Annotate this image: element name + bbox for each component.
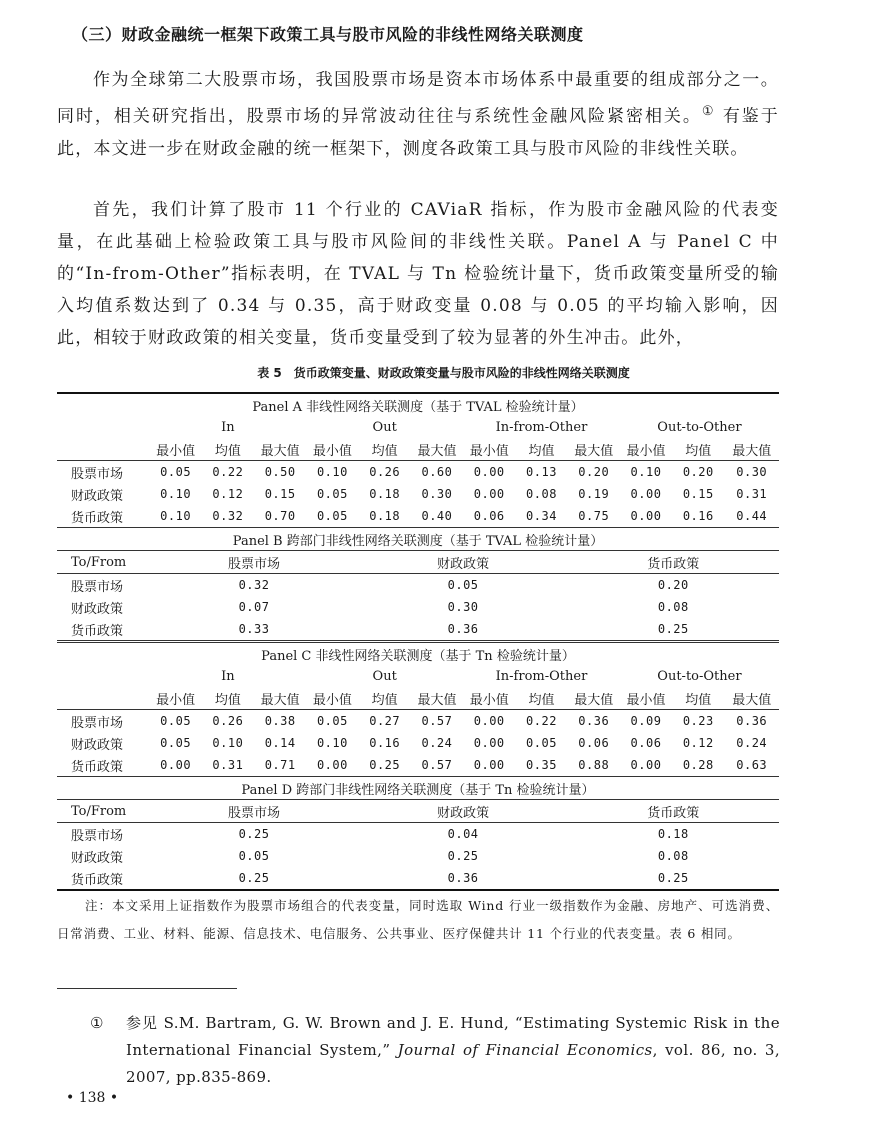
results-table (57, 392, 779, 891)
table-cell: 0.28 (682, 758, 714, 772)
table-cell: 0.22 (202, 461, 254, 484)
row-label: 股票市场 (57, 823, 149, 846)
group-header: Out-to-Other (657, 419, 742, 435)
row-label: 财政政策 (71, 488, 124, 504)
stat-header: 最大值 (732, 443, 772, 459)
table-title: 货币政策变量、财政政策变量与股市风险的非线性网络关联测度 (293, 366, 630, 380)
table-cell: 0.15 (264, 487, 296, 501)
table-cell: 0.27 (359, 710, 411, 733)
table-cell: 0.10 (620, 461, 672, 484)
table-row (57, 867, 779, 890)
table-cell: 0.60 (411, 461, 463, 484)
table-cell: 0.00 (463, 710, 515, 733)
table-cell: 0.34 (526, 509, 557, 523)
table-cell: 0.00 (630, 487, 662, 501)
table-cell: 0.71 (264, 758, 296, 772)
table-cell: 0.26 (202, 710, 254, 733)
table-cell: 0.63 (736, 758, 768, 772)
table-cell: 0.33 (238, 622, 270, 636)
header-blank (57, 416, 149, 438)
table-cell: 0.36 (724, 710, 779, 733)
table-cell: 0.00 (473, 487, 505, 501)
stat-header: 最小值 (156, 692, 196, 708)
table-cell: 0.57 (411, 710, 463, 733)
column-header: 财政政策 (359, 551, 568, 574)
footnote (90, 1010, 780, 1091)
row-label: 货币政策 (71, 510, 124, 526)
table-cell: 0.05 (316, 487, 348, 501)
stat-header: 最大值 (574, 692, 614, 708)
stat-header: 最小值 (626, 443, 666, 459)
table-cell: 0.15 (682, 487, 714, 501)
panel-a (57, 393, 779, 528)
group-header: Out (372, 668, 397, 684)
table-cell: 0.06 (473, 509, 505, 523)
table-cell: 0.16 (682, 509, 714, 523)
row-label: 财政政策 (71, 850, 124, 866)
table-cell: 0.25 (657, 622, 689, 636)
table-row (57, 505, 779, 528)
stat-header: 均值 (214, 443, 241, 459)
table-row (57, 823, 779, 846)
stat-header: 均值 (214, 692, 241, 708)
table-cell: 0.22 (515, 710, 567, 733)
table-row (57, 732, 779, 754)
table-cell: 0.18 (369, 487, 401, 501)
column-header: 财政政策 (359, 800, 568, 823)
row-label: 货币政策 (57, 867, 149, 890)
paragraph-1-tail: 有鉴于此，本文进一步在财政金融的统一框架下，测度各政策工具与股市风险的非线性关联。 (57, 106, 779, 159)
table-cell: 0.16 (369, 736, 401, 750)
footnote-reference[interactable]: ① (701, 104, 716, 119)
stat-header: 最大值 (417, 692, 457, 708)
table-cell: 0.25 (568, 867, 779, 890)
stat-header: 最大值 (260, 443, 300, 459)
table-cell: 0.40 (421, 509, 453, 523)
table-cell: 0.07 (238, 600, 270, 614)
footnote-text-before: 参见 S.M. Bartram, G. W. Brown and J. E. Hund, “Estimating Systemic Risk in the International Financial System,” (126, 1014, 780, 1059)
panel-b (57, 528, 779, 642)
panel-title: Panel A 非线性网络关联测度（基于 TVAL 检验统计量） (57, 393, 779, 416)
table-cell: 0.12 (682, 736, 714, 750)
paragraph-1-text: 作为全球第二大股票市场，我国股票市场是资本市场体系中最重要的组成部分之一。同时，相关研究指出，股票市场的异常波动往往与系统性金融风险紧密相关。 (57, 70, 779, 127)
panel-title: Panel C 非线性网络关联测度（基于 Tn 检验统计量） (57, 642, 779, 666)
body-paragraph-2: 首先，我们计算了股市 11 个行业的 CAViaR 指标，作为股市金融风险的代表变量，在此基础上检验政策工具与股市风险间的非线性关联。Panel A 与 Panel C 中的“In-from-Other”指标表明，在 TVAL 与 Tn 检验统计量下，货币政策变量所受的输入均值系数达到了 0.34 与 0.35，高于财政变量 0.08 与 0.05 的平均输入影响，因此，相较于财政政策的相关变量，货币变量受到了较为显著的外生冲击。此外， (57, 200, 779, 348)
stat-header: 均值 (528, 692, 555, 708)
stat-header: 均值 (371, 692, 398, 708)
table-number: 表 5 (257, 366, 282, 380)
table-cell: 0.05 (149, 461, 201, 484)
table-cell: 0.00 (160, 758, 192, 772)
table-row (57, 574, 779, 597)
table-cell: 0.18 (568, 823, 779, 846)
table-cell: 0.35 (526, 758, 557, 772)
table-cell: 0.36 (568, 710, 620, 733)
group-header: In (221, 419, 235, 435)
panel-title: Panel B 跨部门非线性网络关联测度（基于 TVAL 检验统计量） (57, 528, 779, 551)
footnote-text-after: , vol. 86, no. 3, 2007, pp.835-869. (126, 1041, 781, 1086)
stat-header: 最大值 (732, 692, 772, 708)
stat-header: 最大值 (417, 443, 457, 459)
column-header: 货币政策 (568, 551, 779, 574)
footnote-journal: Journal of Financial Economics (397, 1041, 653, 1059)
row-label: 股票市场 (57, 710, 149, 733)
table-note: 注：本文采用上证指数作为股票市场组合的代表变量，同时选取 Wind 行业一级指数作为金融、房地产、可选消费、日常消费、工业、材料、能源、信息技术、电信服务、公共事业、医疗保健共计 11 个行业的代表变量。表 6 相同。 (57, 898, 779, 941)
table-cell: 0.88 (578, 758, 610, 772)
table-cell: 0.30 (724, 461, 779, 484)
table-cell: 0.20 (672, 461, 724, 484)
table-cell: 0.50 (254, 461, 306, 484)
to-from-label: To/From (57, 551, 149, 574)
table-cell: 0.05 (238, 849, 270, 863)
table-cell: 0.08 (657, 849, 689, 863)
table-cell: 0.38 (254, 710, 306, 733)
group-header: Out (372, 419, 397, 435)
table-cell: 0.24 (736, 736, 768, 750)
table-cell: 0.00 (473, 758, 505, 772)
footnote-mark: ① (90, 1014, 104, 1032)
stat-header: 最小值 (312, 692, 352, 708)
table-cell: 0.36 (447, 622, 479, 636)
column-header: 股票市场 (149, 551, 358, 574)
table-cell: 0.00 (316, 758, 348, 772)
footnote-divider (57, 988, 237, 989)
group-header: Out-to-Other (657, 668, 742, 684)
table-cell: 0.30 (447, 600, 479, 614)
table-cell: 0.26 (359, 461, 411, 484)
panel-title: Panel D 跨部门非线性网络关联测度（基于 Tn 检验统计量） (57, 777, 779, 800)
group-header: In-from-Other (495, 668, 588, 684)
stat-header: 最小值 (156, 443, 196, 459)
table-cell: 0.36 (359, 867, 568, 890)
table-cell: 0.44 (736, 509, 768, 523)
table-cell: 0.14 (264, 736, 296, 750)
table-row (57, 845, 779, 867)
stat-header: 最小值 (312, 443, 352, 459)
stat-header: 均值 (685, 443, 712, 459)
stat-header: 最大值 (574, 443, 614, 459)
panel-d (57, 777, 779, 891)
table-row (57, 710, 779, 733)
table-cell: 0.24 (421, 736, 453, 750)
table-cell: 0.70 (264, 509, 296, 523)
table-cell: 0.05 (359, 574, 568, 597)
panel-c (57, 642, 779, 777)
table-cell: 0.10 (316, 736, 348, 750)
header-blank (57, 438, 149, 461)
table-cell: 0.08 (657, 600, 689, 614)
row-label: 股票市场 (57, 461, 149, 484)
table-cell: 0.32 (149, 574, 358, 597)
table-cell: 0.31 (736, 487, 768, 501)
table-cell: 0.23 (672, 710, 724, 733)
table-cell: 0.05 (306, 710, 358, 733)
table-cell: 0.12 (212, 487, 244, 501)
table-cell: 0.30 (421, 487, 453, 501)
column-header: 股票市场 (149, 800, 358, 823)
section-heading: （三）财政金融统一框架下政策工具与股市风险的非线性网络关联测度 (72, 25, 584, 44)
table-cell: 0.05 (316, 509, 348, 523)
table-cell: 0.25 (149, 867, 358, 890)
group-header: In-from-Other (495, 419, 588, 435)
stat-header: 均值 (528, 443, 555, 459)
table-cell: 0.10 (160, 509, 192, 523)
table-cell: 0.00 (473, 736, 505, 750)
table-cell: 0.04 (359, 823, 568, 846)
table-cell: 0.75 (578, 509, 610, 523)
group-header: In (221, 668, 235, 684)
table-row (57, 754, 779, 777)
stat-header: 最大值 (260, 692, 300, 708)
row-label: 货币政策 (71, 623, 124, 639)
table-caption (0, 364, 887, 381)
table-cell: 0.06 (630, 736, 662, 750)
table-cell: 0.10 (160, 487, 192, 501)
table-row (57, 596, 779, 618)
table-row (57, 483, 779, 505)
table-cell: 0.00 (630, 758, 662, 772)
table-cell: 0.32 (212, 509, 244, 523)
table-cell: 0.20 (568, 461, 620, 484)
table-cell: 0.05 (149, 710, 201, 733)
footnote-text (126, 1010, 780, 1091)
table-cell: 0.25 (369, 758, 401, 772)
table-cell: 0.10 (212, 736, 244, 750)
row-label: 货币政策 (71, 759, 124, 775)
table-cell: 0.19 (578, 487, 610, 501)
table-cell: 0.13 (515, 461, 567, 484)
table-cell: 0.05 (160, 736, 192, 750)
row-label: 财政政策 (71, 601, 124, 617)
table-cell: 0.31 (212, 758, 244, 772)
table-cell: 0.20 (568, 574, 779, 597)
stat-header: 最小值 (469, 692, 509, 708)
table-cell: 0.08 (526, 487, 557, 501)
stat-header: 均值 (371, 443, 398, 459)
table-cell: 0.00 (463, 461, 515, 484)
page-number: • 138 • (66, 1090, 119, 1106)
table-row (57, 461, 779, 484)
row-label: 股票市场 (57, 574, 149, 597)
header-blank (57, 665, 149, 687)
stat-header: 最小值 (469, 443, 509, 459)
table-cell: 0.57 (421, 758, 453, 772)
stat-header: 均值 (685, 692, 712, 708)
table-row (57, 618, 779, 642)
table-cell: 0.00 (630, 509, 662, 523)
table-cell: 0.09 (620, 710, 672, 733)
table-cell: 0.25 (447, 849, 479, 863)
table-cell: 0.05 (526, 736, 557, 750)
table-cell: 0.06 (578, 736, 610, 750)
table-cell: 0.25 (149, 823, 358, 846)
body-paragraph-1 (57, 64, 779, 165)
table-cell: 0.10 (306, 461, 358, 484)
stat-header: 最小值 (626, 692, 666, 708)
row-label: 财政政策 (71, 737, 124, 753)
header-blank (57, 687, 149, 710)
to-from-label: To/From (57, 800, 149, 823)
column-header: 货币政策 (568, 800, 779, 823)
table-cell: 0.18 (369, 509, 401, 523)
